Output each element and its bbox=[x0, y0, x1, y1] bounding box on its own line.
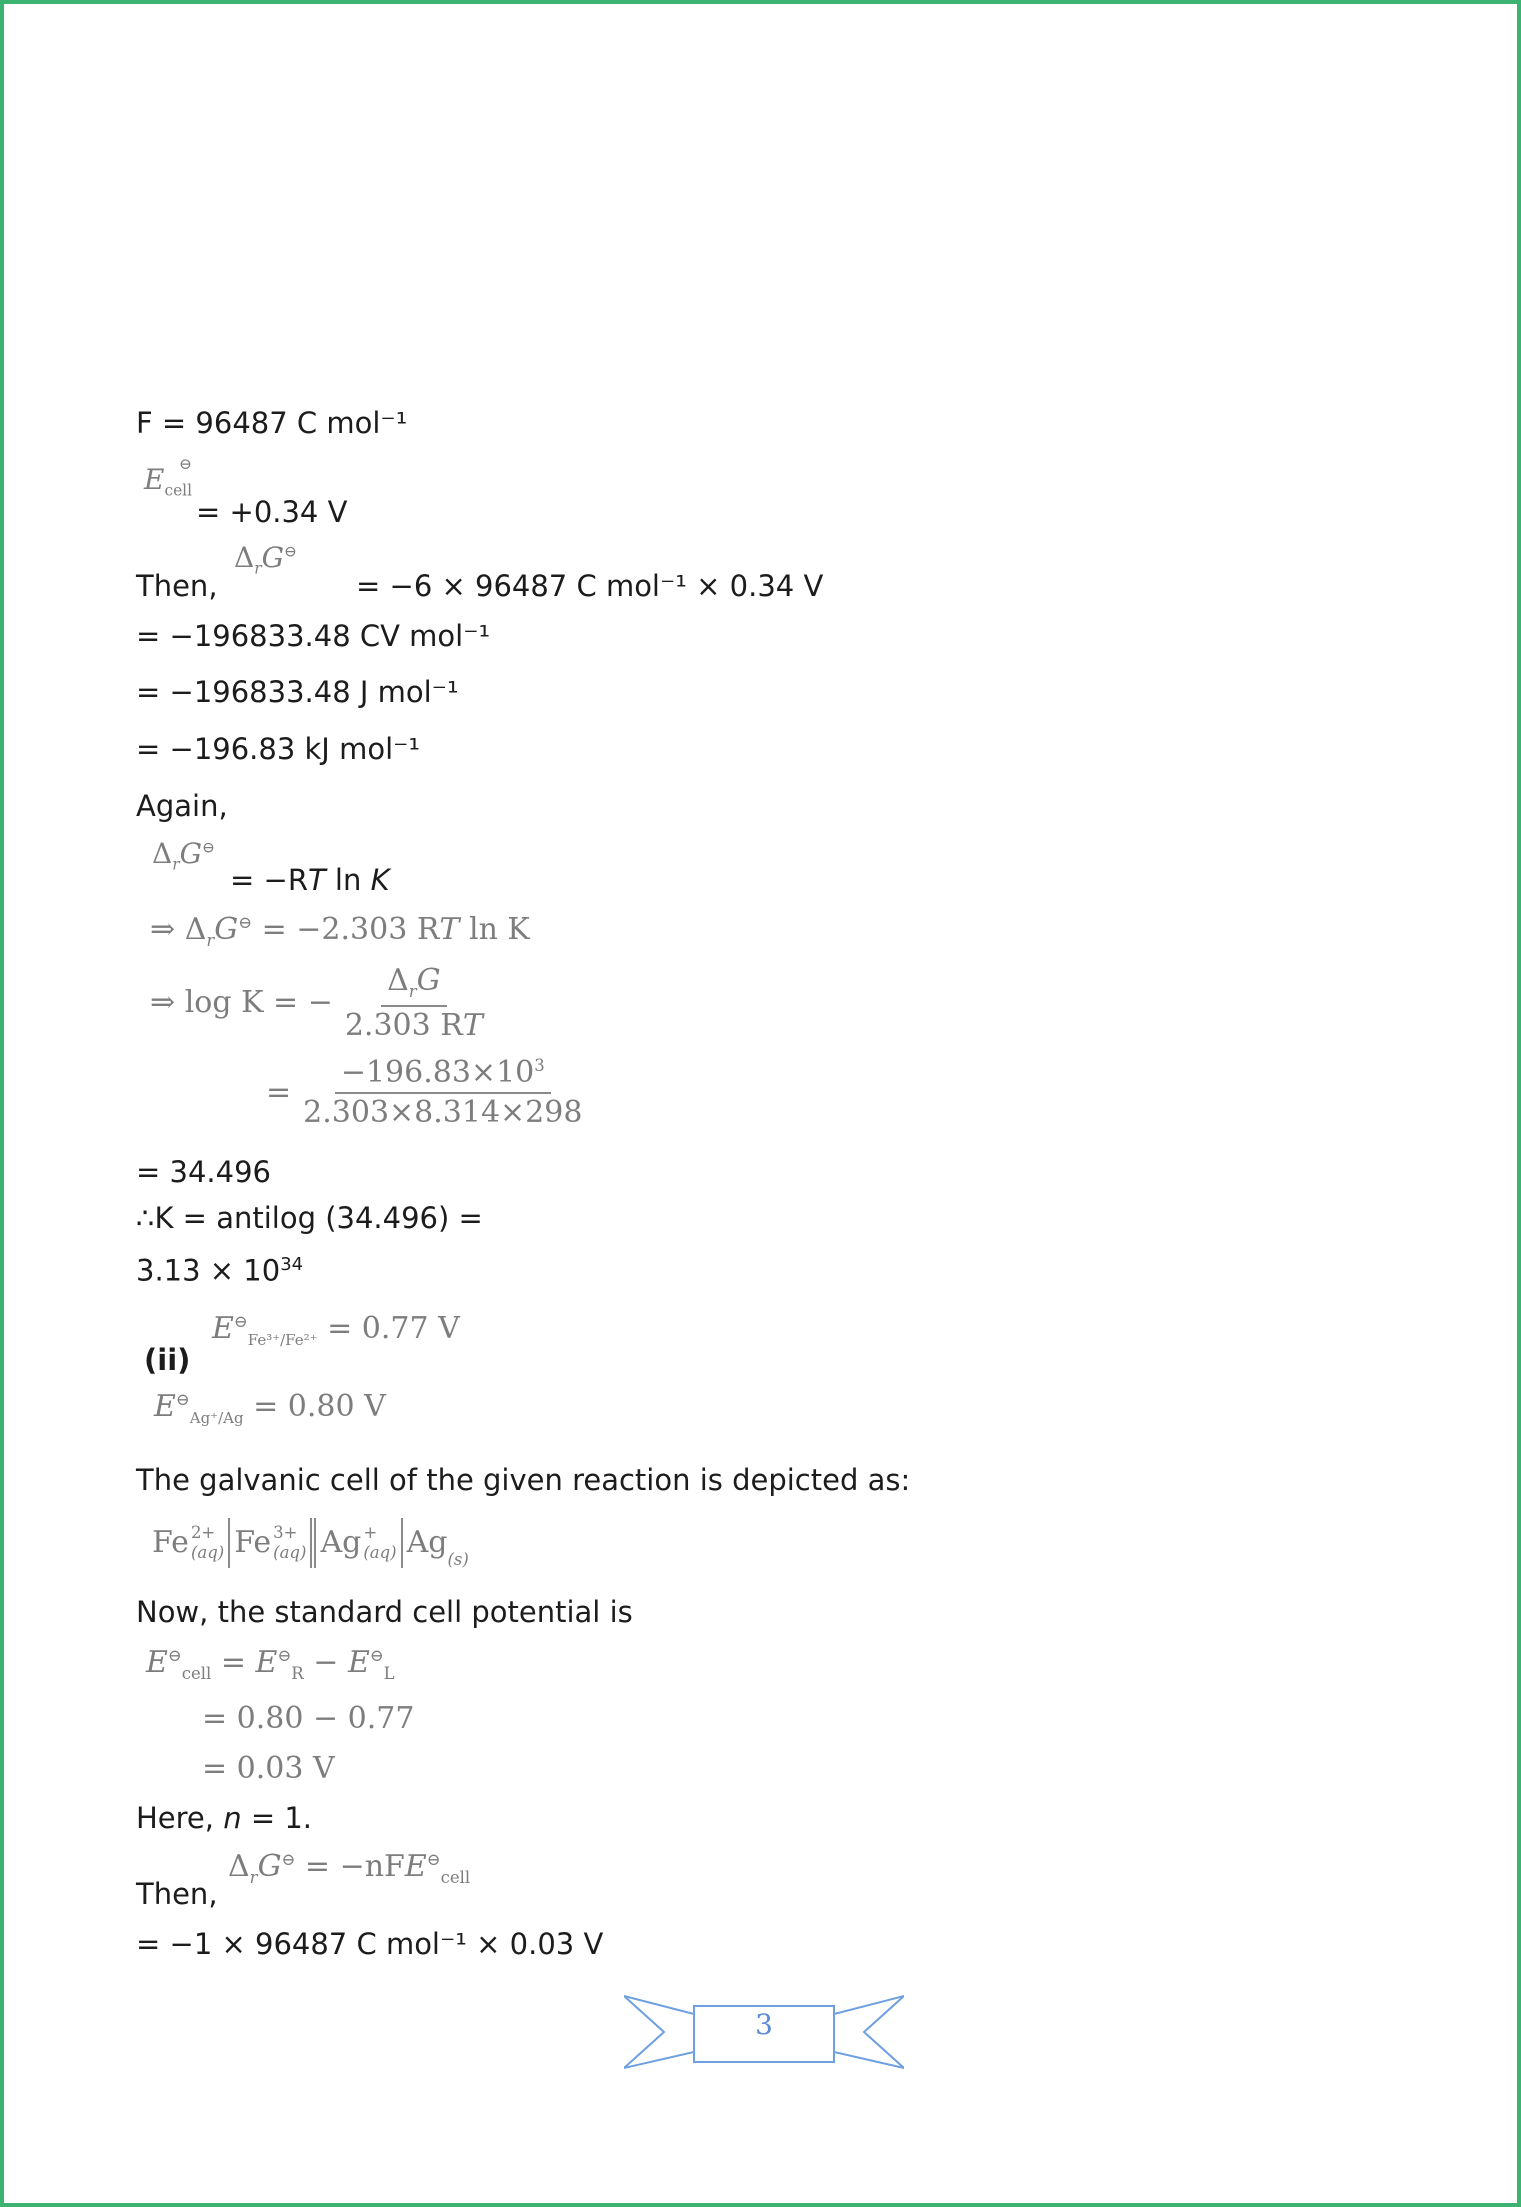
page-number: 3 bbox=[755, 2008, 773, 2041]
k-value: $3.13 \times 10^{34}$ bbox=[136, 1253, 304, 1288]
part-ii-label: (ii) bbox=[144, 1343, 191, 1377]
n-value-line: Here, n = 1. bbox=[136, 1801, 313, 1835]
delta-g-symbol: $\Delta_rG^⊖$ bbox=[234, 541, 297, 578]
ecell-difference: = 0.80 − 0.77 bbox=[202, 1701, 415, 1736]
logk-equation: ⇒ log K = − $\frac{\Delta_rG}{2.303 RT}$ bbox=[150, 963, 483, 1043]
final-calc: = −1 × 96487 C mol⁻¹ × 0.03 V bbox=[136, 1927, 604, 1961]
faraday-constant: F = 96487 C mol⁻¹ bbox=[136, 406, 408, 440]
page-number-ribbon bbox=[624, 1992, 904, 2074]
ecell-result: = 0.03 V bbox=[202, 1751, 335, 1786]
delta-g-calc: = −6 × 96487 C mol⁻¹ × 0.34 V bbox=[356, 569, 824, 603]
logk-substitution: = $\frac{-196.83\times 10^3}{2.303\times 8.314\times 298}$ bbox=[266, 1055, 583, 1130]
then-label: Then, bbox=[136, 569, 218, 603]
cv-result: = −196833.48 CV mol⁻¹ bbox=[136, 619, 491, 653]
rtlnk-equation: = −RT ln K bbox=[230, 863, 390, 897]
logk-result: = 34.496 bbox=[136, 1155, 271, 1189]
galvanic-intro: The galvanic cell of the given reaction is depicted as: bbox=[136, 1463, 911, 1497]
kj-result: = −196.83 kJ mol⁻¹ bbox=[136, 732, 421, 766]
j-result: = −196833.48 J mol⁻¹ bbox=[136, 675, 459, 709]
then-label-2: Then, bbox=[136, 1877, 218, 1911]
delta-g-nfe-formula: $\Delta_rG^⊖ = -nFE^⊖_{cell}$ bbox=[228, 1849, 471, 1887]
std-potential-intro: Now, the standard cell potential is bbox=[136, 1595, 633, 1629]
ecell-value: = +0.34 V bbox=[196, 495, 348, 529]
again-label: Again, bbox=[136, 789, 228, 823]
cell-notation: Fe 2+ (aq) Fe 3+ (aq) Ag + (aq) Ag (s) bbox=[152, 1518, 469, 1568]
ag-couple-potential: $E^⊖_{Ag^+/Ag} = 0.80$ V bbox=[154, 1389, 386, 1427]
ecell-symbol: $E_{cell}$ ⊖ bbox=[144, 454, 193, 500]
ecell-formula: $E^⊖_{cell} = E^⊖_R - E^⊖_L$ bbox=[146, 1645, 395, 1683]
fe-couple-potential: $E^⊖_{Fe^{3+}/Fe^{2+}} = 0.77$ V bbox=[212, 1311, 460, 1349]
antilog-line: ∴K = antilog (34.496) = bbox=[136, 1201, 483, 1235]
implies-equation-1: ⇒ $\Delta_rG^⊖ = -2.303$ RT ln K bbox=[150, 912, 530, 950]
delta-g-symbol-2: $\Delta_rG^⊖$ bbox=[152, 837, 215, 874]
